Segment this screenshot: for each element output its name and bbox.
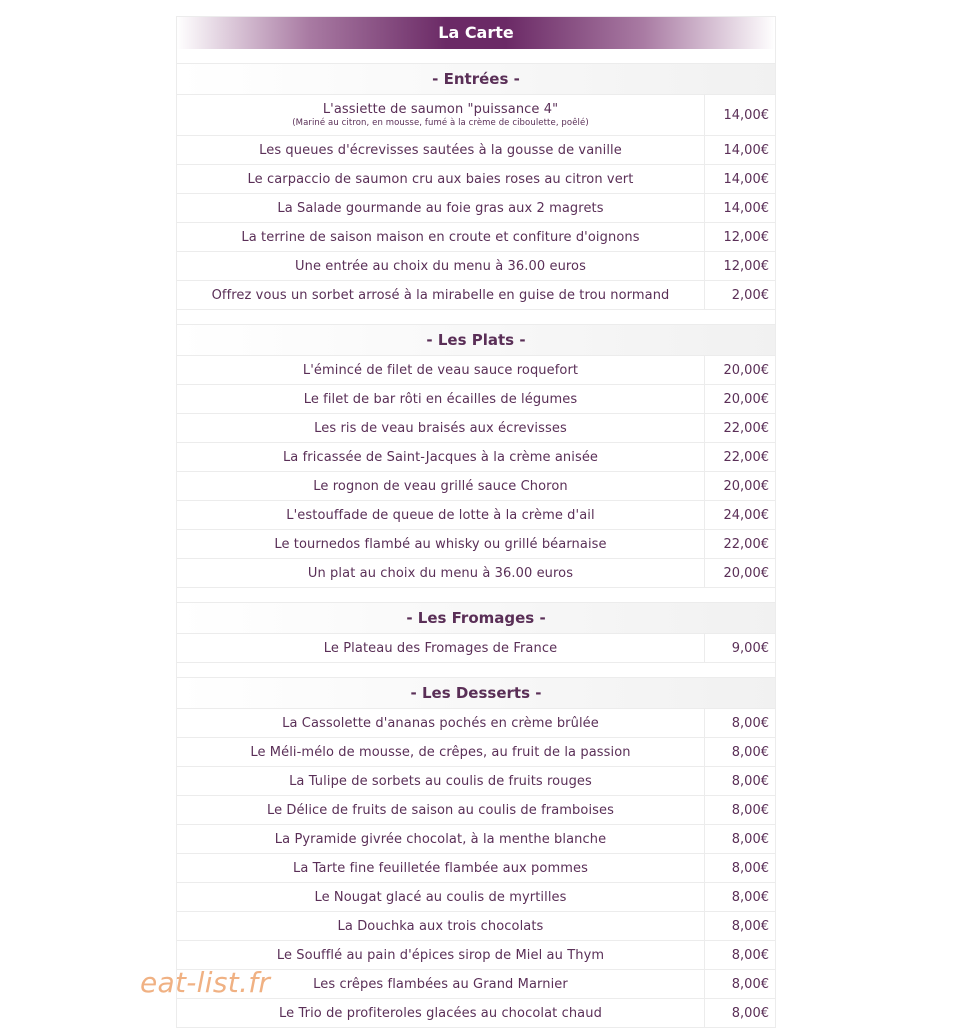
menu-item-name: Le tournedos flambé au whisky ou grillé béarnaise xyxy=(274,536,607,552)
menu-item-description: (Mariné au citron, en mousse, fumé à la crème de ciboulette, poêlé) xyxy=(292,118,589,128)
menu-item-price: 14,00€ xyxy=(723,200,769,216)
menu-item-name-cell xyxy=(177,252,705,280)
menu-item-price: 8,00€ xyxy=(731,947,769,963)
menu-item-price: 8,00€ xyxy=(731,918,769,934)
menu-item-row xyxy=(177,472,775,501)
menu-item-row xyxy=(177,796,775,825)
section-heading: - Entrées - xyxy=(177,64,775,95)
menu-item-name-cell xyxy=(177,738,705,766)
menu-item-row xyxy=(177,356,775,385)
menu-item-name: Offrez vous un sorbet arrosé à la mirabelle en guise de trou normand xyxy=(211,287,670,303)
menu-item-name: La Salade gourmande au foie gras aux 2 magrets xyxy=(277,200,604,216)
menu-item-price: 22,00€ xyxy=(723,449,769,465)
menu-item-row xyxy=(177,194,775,223)
menu-sections xyxy=(177,49,775,1028)
menu-item-name-cell xyxy=(177,854,705,882)
menu-item-name-cell xyxy=(177,999,705,1027)
menu-item-name-cell xyxy=(177,767,705,795)
menu-item-name: Le rognon de veau grillé sauce Choron xyxy=(313,478,568,494)
menu-item-name: Les ris de veau braisés aux écrevisses xyxy=(314,420,567,436)
menu-item-price: 12,00€ xyxy=(723,229,769,245)
menu-item-name-cell xyxy=(177,883,705,911)
menu-item-price: 22,00€ xyxy=(723,536,769,552)
menu-item-row xyxy=(177,223,775,252)
menu-item-name-cell xyxy=(177,443,705,471)
menu-item-name-cell xyxy=(177,281,705,309)
section-spacer xyxy=(177,49,775,64)
menu-item-price: 8,00€ xyxy=(731,889,769,905)
menu-item-name: La Douchka aux trois chocolats xyxy=(337,918,544,934)
menu-item-row xyxy=(177,559,775,588)
menu-item-name-cell xyxy=(177,223,705,251)
section-heading: - Les Desserts - xyxy=(177,678,775,709)
menu-item-name-cell xyxy=(177,709,705,737)
menu-item-name: Les queues d'écrevisses sautées à la gousse de vanille xyxy=(259,142,622,158)
menu-item-name: Le Trio de profiteroles glacées au chocolat chaud xyxy=(279,1005,602,1021)
menu-item-name: Le Soufflé au pain d'épices sirop de Miel au Thym xyxy=(276,947,605,963)
menu-item-row xyxy=(177,854,775,883)
menu-item-row xyxy=(177,738,775,767)
menu-item-row xyxy=(177,530,775,559)
menu-item-name: Le Méli-mélo de mousse, de crêpes, au fruit de la passion xyxy=(250,744,631,760)
section-spacer xyxy=(177,310,775,325)
menu-item-price: 8,00€ xyxy=(731,773,769,789)
menu-item-name-cell xyxy=(177,414,705,442)
menu-item-row xyxy=(177,414,775,443)
menu-item-row xyxy=(177,501,775,530)
menu-item-name-cell xyxy=(177,912,705,940)
section-spacer xyxy=(177,588,775,603)
menu-item-row xyxy=(177,136,775,165)
menu-item-price: 20,00€ xyxy=(723,565,769,581)
menu-item-price: 22,00€ xyxy=(723,420,769,436)
menu-item-name: Le Plateau des Fromages de France xyxy=(323,640,558,656)
menu-item-name: Le filet de bar rôti en écailles de légumes xyxy=(303,391,578,407)
menu-item-price: 20,00€ xyxy=(723,362,769,378)
menu-item-name: Le carpaccio de saumon cru aux baies roses au citron vert xyxy=(247,171,634,187)
menu-item-name: La Tarte fine feuilletée flambée aux pommes xyxy=(293,860,588,876)
menu-item-name-cell xyxy=(177,941,705,969)
menu-item-price: 8,00€ xyxy=(731,1005,769,1021)
menu-item-price: 14,00€ xyxy=(723,107,769,123)
menu-item-price: 20,00€ xyxy=(723,391,769,407)
menu-item-price: 2,00€ xyxy=(731,287,769,303)
menu-title: La Carte xyxy=(177,17,775,49)
menu-item-row xyxy=(177,252,775,281)
menu-item-price: 8,00€ xyxy=(731,831,769,847)
menu-item-row xyxy=(177,825,775,854)
menu-item-name: Une entrée au choix du menu à 36.00 euros xyxy=(295,258,586,274)
menu-item-price: 8,00€ xyxy=(731,715,769,731)
menu-item-name-cell xyxy=(177,385,705,413)
menu-item-name-cell xyxy=(177,356,705,384)
menu-item-row xyxy=(177,912,775,941)
menu-item-name-cell xyxy=(177,825,705,853)
menu-item-name-cell xyxy=(177,95,705,135)
menu-item-price: 9,00€ xyxy=(731,640,769,656)
menu-item-price: 20,00€ xyxy=(723,478,769,494)
menu-item-row xyxy=(177,767,775,796)
menu-item-price: 8,00€ xyxy=(731,976,769,992)
menu-item-row xyxy=(177,281,775,310)
watermark: eat-list.fr xyxy=(140,966,271,999)
menu-item-name: L'estouffade de queue de lotte à la crème d'ail xyxy=(286,507,595,523)
menu-card xyxy=(176,16,776,1028)
menu-item-name: Le Délice de fruits de saison au coulis de framboises xyxy=(266,802,615,818)
menu-item-price: 14,00€ xyxy=(723,142,769,158)
menu-item-name-cell xyxy=(177,194,705,222)
menu-item-row xyxy=(177,385,775,414)
section-spacer xyxy=(177,663,775,678)
menu-item-row xyxy=(177,95,775,136)
menu-item-price: 8,00€ xyxy=(731,802,769,818)
menu-item-price: 8,00€ xyxy=(731,860,769,876)
menu-item-row xyxy=(177,634,775,663)
menu-item-name: La terrine de saison maison en croute et confiture d'oignons xyxy=(241,229,640,245)
menu-item-name: Un plat au choix du menu à 36.00 euros xyxy=(307,565,574,581)
menu-item-row xyxy=(177,709,775,738)
menu-item-name-cell xyxy=(177,472,705,500)
menu-item-name-cell xyxy=(177,559,705,587)
menu-item-name-cell xyxy=(177,136,705,164)
menu-item-name: L'assiette de saumon "puissance 4" xyxy=(322,102,559,117)
menu-item-name: Le Nougat glacé au coulis de myrtilles xyxy=(314,889,567,905)
menu-item-price: 12,00€ xyxy=(723,258,769,274)
section-heading: - Les Plats - xyxy=(177,325,775,356)
menu-item-name-cell xyxy=(177,634,705,662)
menu-item-price: 8,00€ xyxy=(731,744,769,760)
menu-item-name-cell xyxy=(177,501,705,529)
menu-item-name: La Tulipe de sorbets au coulis de fruits rouges xyxy=(289,773,592,789)
menu-item-row xyxy=(177,883,775,912)
section-heading: - Les Fromages - xyxy=(177,603,775,634)
menu-item-name: La fricassée de Saint-Jacques à la crème anisée xyxy=(282,449,599,465)
menu-item-name: La Pyramide givrée chocolat, à la menthe blanche xyxy=(274,831,607,847)
menu-item-name: L'émincé de filet de veau sauce roquefort xyxy=(302,362,579,378)
menu-item-name-cell xyxy=(177,796,705,824)
menu-item-price: 24,00€ xyxy=(723,507,769,523)
menu-item-price: 14,00€ xyxy=(723,171,769,187)
menu-item-name-cell xyxy=(177,530,705,558)
menu-item-row xyxy=(177,165,775,194)
menu-item-row xyxy=(177,443,775,472)
menu-item-name-cell xyxy=(177,165,705,193)
menu-item-name: Les crêpes flambées au Grand Marnier xyxy=(313,976,568,992)
menu-item-name: La Cassolette d'ananas pochés en crème brûlée xyxy=(282,715,599,731)
